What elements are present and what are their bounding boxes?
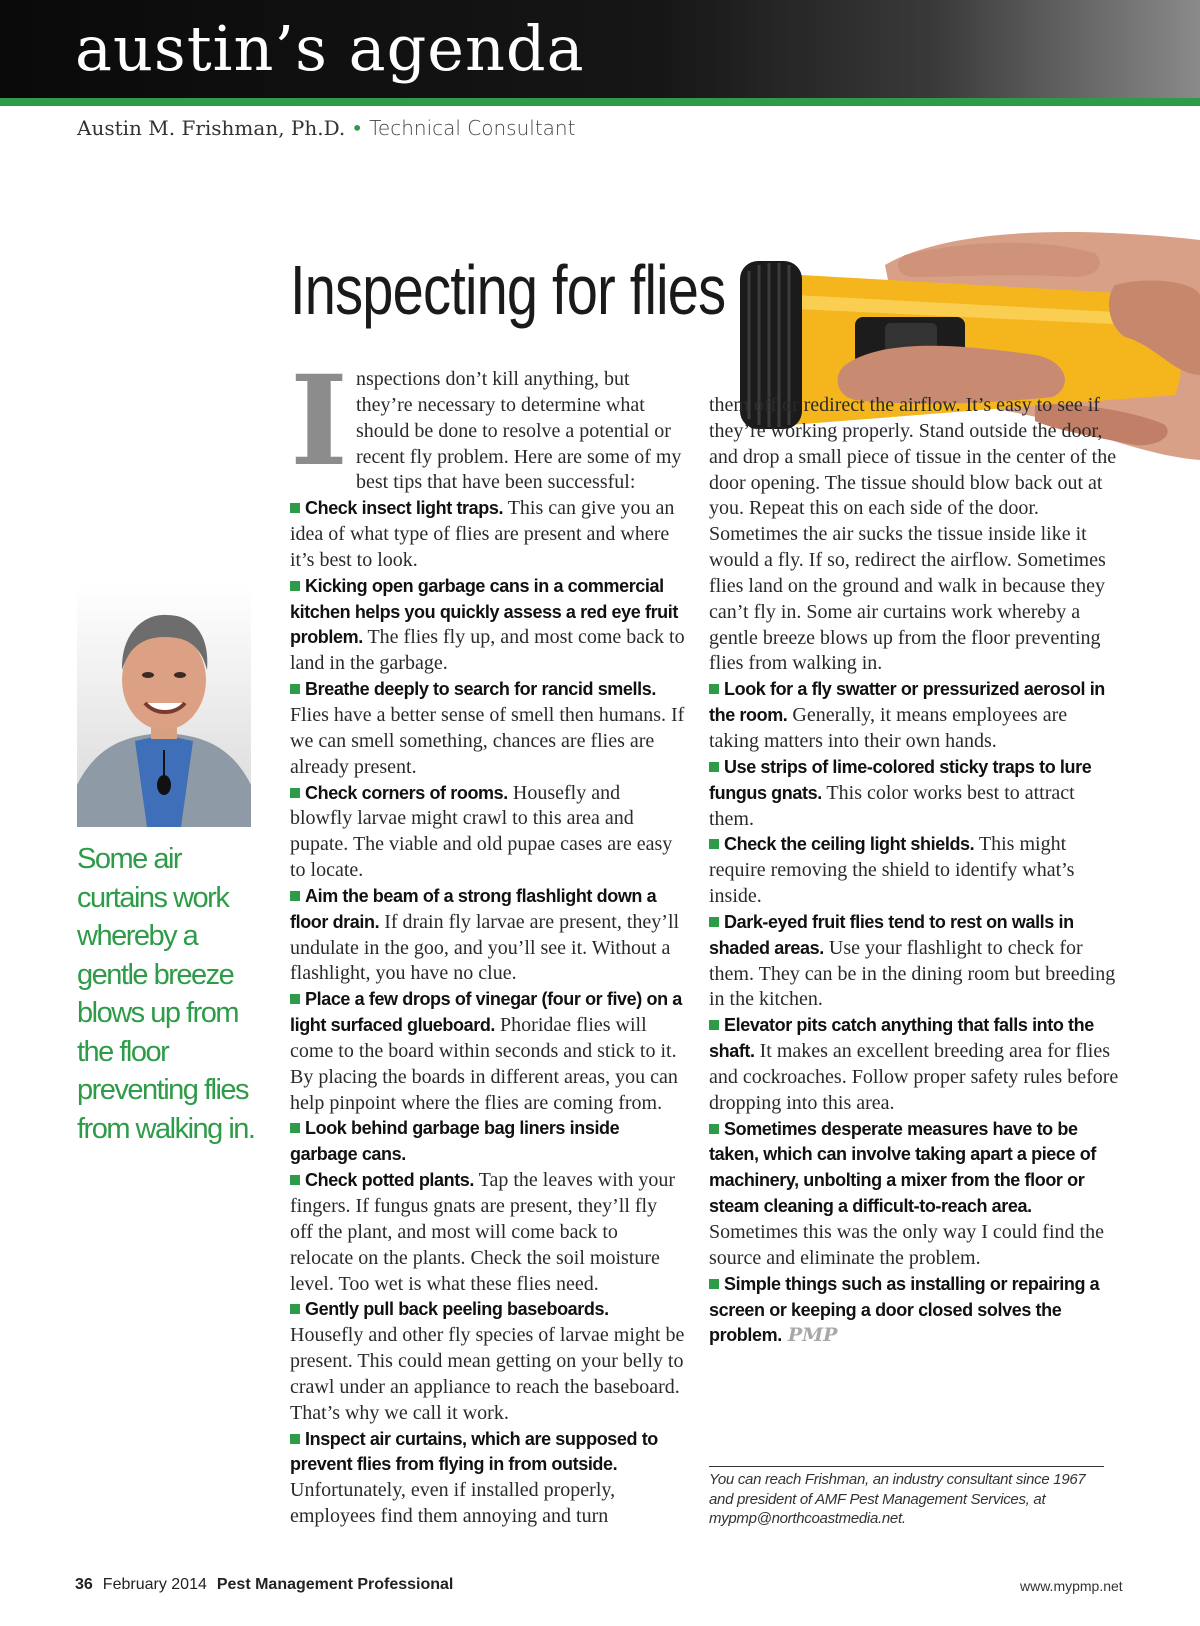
tip-text: Flies have a better sense of smell then humans. If we can smell something, chances are flies are already present.	[290, 703, 685, 778]
tip-text: This color works best to attract them.	[709, 781, 1075, 830]
tip-text: This can give you an idea of what type of flies are present and where it’s best to look.	[290, 497, 675, 571]
tip-item	[290, 496, 685, 574]
green-square-bullet-icon	[290, 1434, 300, 1444]
tip-lead: Place a few drops of vinegar (four or five) on a light surfaced glueboard.	[290, 989, 682, 1036]
tip-lead: Check the ceiling light shields.	[724, 834, 975, 855]
header-green-rule	[0, 98, 1200, 106]
tip-lead: Check potted plants.	[305, 1170, 475, 1191]
author-role: Technical Consultant	[369, 116, 576, 140]
section-title: austin’s agenda	[75, 12, 585, 85]
tip-item	[709, 1272, 1119, 1350]
tip-item	[290, 987, 685, 1116]
green-square-bullet-icon	[290, 788, 300, 798]
tip-lead: Look behind garbage bag liners inside garbage cans.	[290, 1118, 620, 1165]
article-column-2	[709, 393, 1119, 1349]
tip-text: Generally, it means employees are taking matters into their own hands.	[709, 704, 1068, 752]
tip-text: If drain fly larvae are present, they’ll undulate in the goo, and you’ll see it. Without a flashlight, you have no clue.	[290, 910, 680, 985]
tip-item	[290, 677, 685, 780]
tip-item	[709, 755, 1119, 833]
author-name: Austin M. Frishman, Ph.D.	[77, 116, 346, 140]
green-square-bullet-icon	[290, 581, 300, 591]
tip-item	[709, 677, 1119, 755]
page-number: 36	[75, 1576, 93, 1593]
green-square-bullet-icon	[709, 1124, 719, 1134]
green-square-bullet-icon	[709, 839, 719, 849]
tip-text: Tap the leaves with your fingers. If fungus gnats are present, they’ll fly off the plant, and most will come back to relocate on the plants. Check the soil moisture level. Too wet is what these flies need.	[290, 1169, 675, 1295]
byline-separator: •	[351, 116, 364, 140]
tip-item	[290, 574, 685, 677]
tip-lead: Kicking open garbage cans in a commercial kitchen helps you quickly assess a red eye fruit problem.	[290, 575, 678, 648]
tip-text: Phoridae flies will come to the board within seconds and stick to it. By placing the boards in different areas, you can help pinpoint where the flies are coming from.	[290, 1014, 678, 1114]
tip-text: This might require removing the shield to identify what’s inside.	[709, 833, 1075, 908]
green-square-bullet-icon	[709, 1279, 719, 1289]
tip-item	[709, 910, 1119, 1013]
drop-cap: I	[290, 349, 349, 494]
tip-item	[290, 781, 685, 884]
green-square-bullet-icon	[290, 503, 300, 513]
green-square-bullet-icon	[709, 684, 719, 694]
green-square-bullet-icon	[290, 994, 300, 1004]
green-square-bullet-icon	[290, 1175, 300, 1185]
green-square-bullet-icon	[290, 684, 300, 694]
tip-item	[709, 1013, 1119, 1116]
tip-text: Housefly and other fly species of larvae might be present. This could mean getting on your belly to crawl under an appliance to reach the baseboard. That’s why we call it work.	[290, 1324, 685, 1424]
tip-item	[290, 1116, 685, 1168]
tip-lead: Look for a fly swatter or pressurized aerosol in the room.	[709, 679, 1105, 726]
green-square-bullet-icon	[709, 1020, 719, 1030]
continuation-paragraph: them off or redirect the airflow. It’s easy to see if they’re working properly. Stand outside the door, and drop a small piece of tissue in the center of the door opening. The tissue should blow back out at you. Repeat this on each side of the door. Sometimes the air sucks the tissue inside like it would a fly. If so, redirect the airflow. Sometimes flies land on the ground and walk in because they can’t fly in. Some air curtains work whereby a gentle breeze blows up from the floor preventing flies from walking in.	[709, 394, 1117, 675]
tip-item	[290, 1297, 685, 1426]
tip-lead: Gently pull back peeling baseboards.	[305, 1299, 609, 1320]
tip-lead: Breathe deeply to search for rancid smells.	[305, 679, 656, 700]
green-square-bullet-icon	[290, 1123, 300, 1133]
tip-item	[290, 1168, 685, 1297]
tip-item	[709, 832, 1119, 910]
end-mark: PMP	[787, 1324, 838, 1347]
green-square-bullet-icon	[290, 1304, 300, 1314]
green-square-bullet-icon	[709, 917, 719, 927]
tip-lead: Dark-eyed fruit flies tend to rest on walls in shaded areas.	[709, 911, 1074, 958]
header-bar	[0, 0, 1200, 98]
green-square-bullet-icon	[290, 891, 300, 901]
author-portrait-image	[77, 585, 251, 827]
tip-lead: Elevator pits catch anything that falls into the shaft.	[709, 1015, 1094, 1062]
tip-lead: Use strips of lime-colored sticky traps to lure fungus gnats.	[709, 756, 1092, 803]
footer-folio	[75, 1576, 453, 1594]
article-column-1	[290, 349, 685, 1530]
green-square-bullet-icon	[709, 762, 719, 772]
intro-paragraph	[290, 349, 685, 496]
tip-item	[290, 884, 685, 987]
tip-lead: Simple things such as installing or repairing a screen or keeping a door closed solves the problem.	[709, 1273, 1100, 1346]
tip-text: Use your flashlight to check for them. They can be in the dining room but breeding in the kitchen.	[709, 936, 1116, 1011]
intro-text: nspections don’t kill anything, but they’re necessary to determine what should be done to resolve a potential or recent fly problem. Here are some of my best tips that have been successful:	[356, 368, 682, 494]
byline	[77, 116, 575, 140]
footer-url: www.mypmp.net	[1020, 1578, 1123, 1594]
tip-lead: Aim the beam of a strong flashlight down a floor drain.	[290, 885, 657, 932]
tip-text: Housefly and blowfly larvae might crawl to this area and pupate. The viable and old pupae cases are easy to locate.	[290, 781, 673, 882]
article-title: Inspecting for flies	[290, 251, 726, 329]
tip-lead: Check corners of rooms.	[305, 782, 508, 803]
tip-lead: Inspect air curtains, which are supposed to prevent flies from flying in from outside.	[290, 1428, 658, 1475]
tip-text: The flies fly up, and most come back to land in the garbage.	[290, 626, 685, 675]
tip-item	[709, 1117, 1119, 1272]
tip-lead: Sometimes desperate measures have to be taken, which can involve taking apart a piece of machinery, unbolting a mixer from the floor or steam cleaning a difficult-to-reach area.	[709, 1118, 1096, 1217]
tip-text: Unfortunately, even if installed properly, employees find them annoying and turn	[290, 1479, 616, 1528]
issue-date: February 2014	[102, 1576, 207, 1593]
tip-text: It makes an excellent breeding area for flies and cockroaches. Follow proper safety rules before dropping into this area.	[709, 1040, 1119, 1114]
tip-lead: Check insect light traps.	[305, 498, 504, 519]
tip-item	[290, 1427, 685, 1530]
bio-divider	[709, 1466, 1104, 1467]
tip-text: Sometimes this was the only way I could find the source and eliminate the problem.	[709, 1221, 1104, 1269]
pull-quote: Some air curtains work whereby a gentle breeze blows up from the floor preventing flies from walking in.	[77, 843, 255, 1145]
magazine-name: Pest Management Professional	[216, 1576, 454, 1593]
author-bio: You can reach Frishman, an industry consultant since 1967 and president of AMF Pest Management Services, at mypmp@northcoastmedia.net.	[709, 1471, 1086, 1527]
